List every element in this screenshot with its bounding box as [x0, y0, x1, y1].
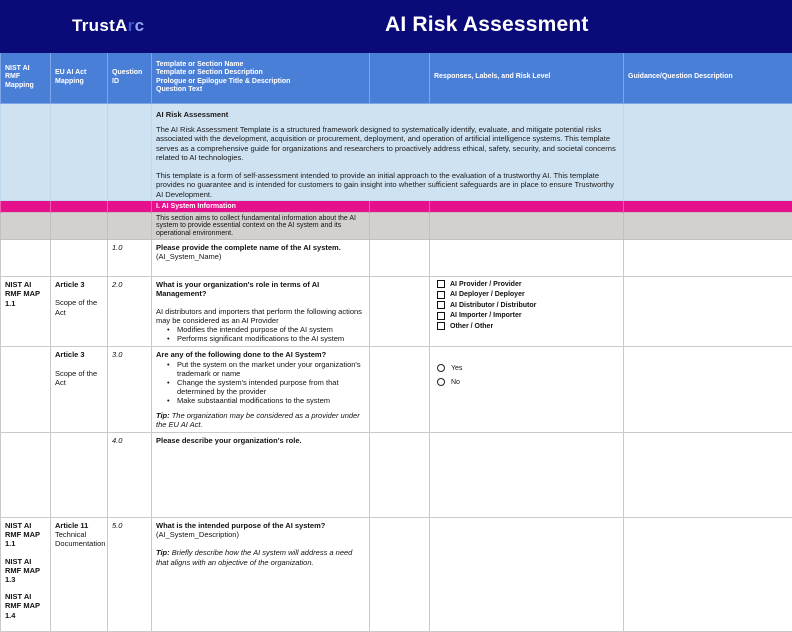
- table-row-1-0: [1, 240, 792, 277]
- nist-mapping-cell: [1, 347, 51, 433]
- eu-article: Article 11: [55, 521, 103, 530]
- checkbox-option[interactable]: [434, 312, 619, 320]
- template-intro-row: [1, 103, 792, 200]
- spacer-cell: [370, 240, 430, 277]
- eu-article-title: Scope of the Act: [55, 369, 103, 387]
- response-cell[interactable]: [430, 518, 624, 632]
- response-cell[interactable]: [430, 433, 624, 518]
- section-title: I. AI System Information: [152, 200, 370, 212]
- intro-paragraph: The AI Risk Assessment Template is a structured framework designed to systematically identify, evaluate, and mitigate potential risks associated with the development, acquisition or procurement, deployment, and operation of artificial intelligence systems. This template serves as a comprehensive guide for organizations and researchers to proactively address ethical, safety, security, and societal concerns related to AI technologies.: [156, 125, 618, 163]
- col-header-template: [152, 53, 370, 103]
- nist-mapping-cell: [1, 240, 51, 277]
- header-line: Prologue or Epilogue Title & Description: [156, 78, 365, 87]
- section-empty-cell: [370, 200, 430, 212]
- radio-option[interactable]: [434, 364, 619, 372]
- checkbox-icon[interactable]: [437, 312, 445, 320]
- response-cell[interactable]: [430, 240, 624, 277]
- radio-option[interactable]: [434, 378, 619, 386]
- radio-label: No: [451, 379, 460, 386]
- header-line: Question Text: [156, 86, 365, 95]
- secdesc-empty-cell: [624, 212, 792, 240]
- nist-mapping-cell: [1, 433, 51, 518]
- intro-title: AI Risk Assessment: [156, 110, 618, 119]
- eu-article-title: Scope of the Act: [55, 298, 103, 316]
- tip-note: [156, 411, 365, 429]
- bullet-icon: •: [167, 396, 177, 405]
- col-header-blank: [370, 53, 430, 103]
- header-line: Template or Section Name: [156, 61, 365, 70]
- question-id-cell: 5.0: [108, 518, 152, 632]
- checkbox-option[interactable]: [434, 301, 619, 309]
- eu-article: Article 3: [55, 350, 103, 359]
- eu-mapping-cell: [51, 518, 108, 632]
- nist-ref: NIST AI RMF MAP 1.1: [5, 280, 46, 308]
- tip-label: Tip:: [156, 548, 170, 557]
- nist-mapping-cell: [1, 277, 51, 347]
- eu-article: Article 3: [55, 280, 103, 289]
- bullet-icon: •: [167, 360, 177, 378]
- col-header-eu-mapping: EU AI Act Mapping: [51, 53, 108, 103]
- tip-text: Briefly describe how the AI system will address a need that aligns with an objective of the organization.: [156, 548, 352, 566]
- bullet-text: Modifies the intended purpose of the AI system: [177, 325, 365, 334]
- question-description: AI distributors and importers that perform the following actions may be considered as an AI Provider: [156, 307, 365, 325]
- bullet-text: Make substaantial modifications to the system: [177, 396, 365, 405]
- guidance-cell[interactable]: [624, 347, 792, 433]
- eu-mapping-cell: [51, 240, 108, 277]
- spacer-cell: [370, 347, 430, 433]
- checkbox-label: AI Distributor / Distributor: [450, 302, 536, 309]
- checkbox-option[interactable]: [434, 280, 619, 288]
- checkbox-icon[interactable]: [437, 291, 445, 299]
- question-cell: [152, 277, 370, 347]
- checkbox-icon[interactable]: [437, 301, 445, 309]
- checkbox-label: AI Deployer / Deployer: [450, 291, 525, 298]
- nist-ref: NIST AI RMF MAP 1.1: [5, 521, 46, 549]
- logo-text-white: TrustA: [72, 16, 128, 35]
- logo-text-r: r: [128, 16, 135, 35]
- bullet-item: [156, 360, 365, 378]
- question-variable: (AI_System_Name): [156, 252, 365, 261]
- secdesc-empty-cell: [1, 212, 51, 240]
- guidance-cell[interactable]: [624, 433, 792, 518]
- checkbox-option[interactable]: [434, 322, 619, 330]
- question-text: Are any of the following done to the AI System?: [156, 350, 365, 359]
- question-cell: [152, 518, 370, 632]
- tip-label: Tip:: [156, 411, 170, 420]
- table-row-3-0: [1, 347, 792, 433]
- question-text: What is the intended purpose of the AI system?: [156, 521, 365, 530]
- guidance-cell[interactable]: [624, 277, 792, 347]
- question-id-cell: 3.0: [108, 347, 152, 433]
- spacer-cell: [370, 433, 430, 518]
- eu-mapping-cell: [51, 433, 108, 518]
- radio-label: Yes: [451, 365, 462, 372]
- section-empty-cell: [624, 200, 792, 212]
- spacer-cell: [370, 277, 430, 347]
- tip-text: The organization may be considered as a provider under the EU AI Act.: [156, 411, 360, 429]
- checkbox-label: AI Provider / Provider: [450, 281, 522, 288]
- question-cell: [152, 240, 370, 277]
- question-text: Please describe your organization's role.: [156, 436, 365, 445]
- intro-empty-cell: [1, 103, 51, 200]
- table-row-2-0: [1, 277, 792, 347]
- secdesc-empty-cell: [430, 212, 624, 240]
- bullet-icon: •: [167, 325, 177, 334]
- section-empty-cell: [1, 200, 51, 212]
- question-text: Please provide the complete name of the AI system.: [156, 243, 365, 252]
- bullet-icon: •: [167, 334, 177, 343]
- trustarc-logo: [72, 16, 144, 36]
- table-header-row: [1, 53, 792, 103]
- eu-mapping-cell: [51, 347, 108, 433]
- nist-ref: NIST AI RMF MAP 1.4: [5, 592, 46, 620]
- col-header-nist-mapping: NIST AI RMF Mapping: [1, 53, 51, 103]
- spacer-cell: [370, 518, 430, 632]
- eu-mapping-cell: [51, 277, 108, 347]
- response-cell[interactable]: [430, 347, 624, 433]
- page-title: AI Risk Assessment: [385, 13, 589, 37]
- question-variable: (AI_System_Description): [156, 530, 365, 539]
- question-cell: [152, 433, 370, 518]
- col-header-responses: Responses, Labels, and Risk Level: [430, 53, 624, 103]
- table-row-5-0: [1, 518, 792, 632]
- secdesc-empty-cell: [51, 212, 108, 240]
- intro-text-cell: [152, 103, 624, 200]
- bullet-icon: •: [167, 378, 177, 396]
- checkbox-label: Other / Other: [450, 323, 493, 330]
- section-header-row: [1, 200, 792, 212]
- intro-paragraph: This template is a form of self-assessment intended to provide an initial approach to the evaluation of a trustworthy AI. This template provides no guarantee and is intended for customers to gain insight into whether sufficient safeguards are in place to ensure Trustworthy AI Development.: [156, 171, 618, 200]
- bullet-text: Put the system on the market under your organization's trademark or name: [177, 360, 365, 378]
- assessment-table: [0, 53, 792, 632]
- radio-icon[interactable]: [437, 378, 445, 386]
- question-id-cell: 1.0: [108, 240, 152, 277]
- intro-empty-cell: [624, 103, 792, 200]
- intro-empty-cell: [108, 103, 152, 200]
- response-cell[interactable]: [430, 277, 624, 347]
- checkbox-icon[interactable]: [437, 322, 445, 330]
- col-header-question-id: Question ID: [108, 53, 152, 103]
- checkbox-option[interactable]: [434, 291, 619, 299]
- nist-ref: NIST AI RMF MAP 1.3: [5, 557, 46, 585]
- logo-text-c: c: [135, 16, 145, 35]
- table-row-4-0: [1, 433, 792, 518]
- secdesc-empty-cell: [370, 212, 430, 240]
- checkbox-icon[interactable]: [437, 280, 445, 288]
- section-description-row: [1, 212, 792, 240]
- header-line: Template or Section Description: [156, 69, 365, 78]
- secdesc-empty-cell: [108, 212, 152, 240]
- question-cell: [152, 347, 370, 433]
- bullet-item: [156, 396, 365, 405]
- eu-article-title: Technical Documentation: [55, 530, 103, 548]
- question-text: What is your organization's role in terms of AI Management?: [156, 280, 365, 298]
- col-header-guidance: Guidance/Question Description: [624, 53, 792, 103]
- tip-note: [156, 548, 365, 566]
- bullet-item: [156, 378, 365, 396]
- guidance-cell[interactable]: [624, 518, 792, 632]
- question-id-cell: 2.0: [108, 277, 152, 347]
- nist-mapping-cell: [1, 518, 51, 632]
- guidance-cell[interactable]: [624, 240, 792, 277]
- radio-icon[interactable]: [437, 364, 445, 372]
- bullet-text: Change the system's intended purpose from that determined by the provider: [177, 378, 365, 396]
- intro-empty-cell: [51, 103, 108, 200]
- top-bar: [0, 0, 792, 53]
- section-empty-cell: [51, 200, 108, 212]
- bullet-text: Performs significant modifications to the AI system: [177, 334, 365, 343]
- question-id-cell: 4.0: [108, 433, 152, 518]
- bullet-item: [156, 334, 365, 343]
- checkbox-label: AI Importer / Importer: [450, 312, 522, 319]
- bullet-item: [156, 325, 365, 334]
- section-description: This section aims to collect fundamental information about the AI system to provide essential context on the AI system and its operational environment.: [152, 212, 370, 240]
- section-empty-cell: [108, 200, 152, 212]
- section-empty-cell: [430, 200, 624, 212]
